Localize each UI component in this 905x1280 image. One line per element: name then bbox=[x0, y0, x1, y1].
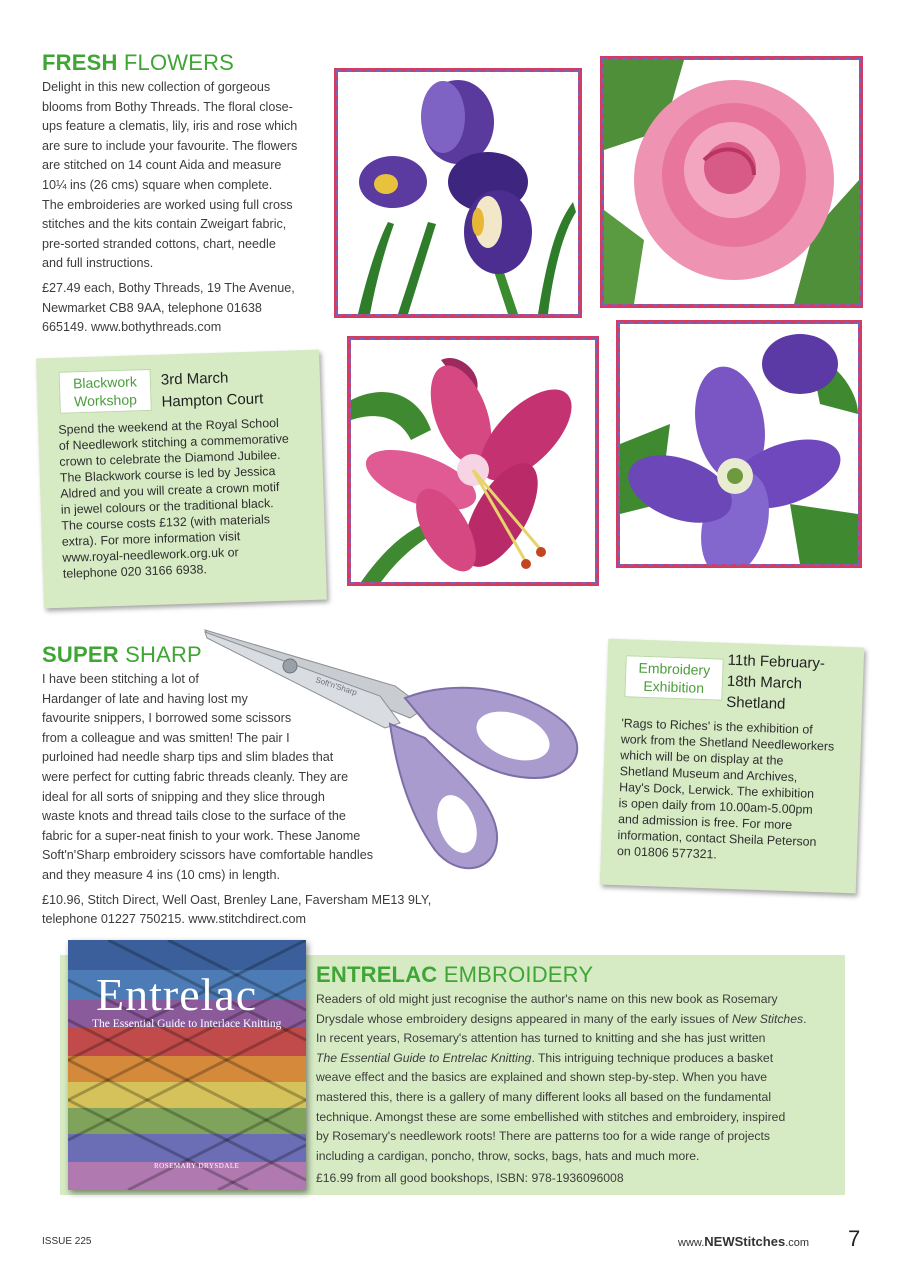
event-description bbox=[58, 414, 318, 582]
price-line: £16.99 from all good bookshops, ISBN: 978-1936096008 bbox=[316, 1171, 624, 1186]
text-line: mastered this, there is a gallery of many different looks all based on the fundamental bbox=[316, 1089, 772, 1104]
rose-embroidery-image bbox=[600, 56, 863, 308]
text-line: ups feature a clematis, lily, iris and rose which bbox=[42, 119, 298, 134]
magazine-name: New Stitches bbox=[731, 1011, 804, 1026]
text-line: stitches and the kits contain Zweigart fabric, bbox=[42, 217, 287, 232]
text-line: I have been stitching a lot of bbox=[42, 672, 199, 686]
event-description bbox=[617, 715, 858, 867]
text-line: by Rosemary's needlework roots! There are patterns too for a wide range of projects bbox=[316, 1129, 770, 1144]
text-line: crown to celebrate the Diamond Jubilee. bbox=[59, 447, 281, 469]
text-line: and full instructions. bbox=[42, 256, 154, 271]
text-line: were perfect for cutting fabric threads cleanly. They are bbox=[42, 769, 349, 784]
website-url bbox=[678, 1234, 809, 1249]
clematis-illustration bbox=[620, 324, 858, 564]
fresh-flowers-heading bbox=[42, 50, 234, 76]
price-line: Newmarket CB8 9AA, telephone 01638 bbox=[42, 300, 262, 315]
heading-light: SHARP bbox=[125, 642, 202, 667]
text-line: Hardanger of late and having lost my bbox=[42, 691, 248, 706]
event-date: 3rd March bbox=[160, 369, 229, 389]
text-line: In recent years, Rosemary's attention has turned to knitting and she has just written bbox=[316, 1031, 766, 1046]
price-line: 665149. www.bothythreads.com bbox=[42, 320, 222, 335]
text-line: The Blackwork course is led by Jessica bbox=[59, 464, 276, 485]
text-line: work from the Shetland Needleworkers bbox=[620, 732, 835, 754]
page-number: 7 bbox=[848, 1226, 861, 1251]
entrelac-book-cover bbox=[68, 940, 306, 1190]
super-sharp-heading bbox=[42, 642, 202, 668]
text-line: which will be on display at the bbox=[620, 748, 784, 768]
event-tag bbox=[624, 655, 723, 700]
text-line: Soft'n'Sharp embroidery scissors have comfortable handles bbox=[42, 848, 374, 863]
heading-bold: SUPER bbox=[42, 642, 119, 667]
text-line: and admission is free. For more bbox=[617, 812, 793, 833]
text-line: favourite snippers, I borrowed some scissors bbox=[42, 711, 292, 726]
text-line: of Needlework stitching a commemorative bbox=[58, 431, 290, 453]
url-suffix: .com bbox=[785, 1237, 810, 1249]
event-venue: Shetland bbox=[725, 693, 786, 713]
event-tag bbox=[59, 369, 152, 414]
text-line: pre-sorted stranded cottons, chart, needle bbox=[42, 236, 276, 251]
scissors-brand-text: Soft'n'Sharp bbox=[314, 675, 359, 698]
text-line: fabric for a super-neat finish to your work. These Janome bbox=[42, 828, 361, 843]
price-line: £10.96, Stitch Direct, Well Oast, Brenley Lane, Faversham ME13 9LY, bbox=[42, 892, 432, 907]
tag-line: Workshop bbox=[73, 391, 138, 410]
entrelac-heading bbox=[316, 962, 593, 988]
tag-line: Blackwork bbox=[72, 373, 138, 392]
text-line: in jewel colours or the traditional black. bbox=[60, 496, 274, 517]
heading-bold: ENTRELAC bbox=[316, 962, 438, 987]
price-line: telephone 01227 750215. www.stitchdirect.com bbox=[42, 912, 306, 927]
text-line: Hay's Dock, Lerwick. The exhibition bbox=[618, 780, 815, 801]
book-name: The Essential Guide to Entrelac Knitting bbox=[316, 1050, 532, 1065]
embroidery-exhibition-box bbox=[600, 639, 864, 894]
text-line: technique. Amongst these are some embellished with stitches and embroidery, inspired bbox=[316, 1109, 786, 1124]
text-line: blooms from Bothy Threads. The floral close- bbox=[42, 99, 293, 114]
text-line: from a colleague and was smitten! The pair I bbox=[42, 730, 290, 745]
rose-illustration bbox=[604, 60, 859, 304]
url-prefix: www. bbox=[678, 1237, 705, 1249]
text-line: waste knots and thread tails close to the surface of the bbox=[42, 809, 346, 824]
text-line: Delight in this new collection of gorgeous bbox=[42, 80, 271, 94]
issue-number: ISSUE 225 bbox=[42, 1236, 92, 1247]
text-line: Spend the weekend at the Royal School bbox=[58, 415, 279, 437]
tag-line: Exhibition bbox=[643, 677, 705, 696]
entrelac-text bbox=[316, 990, 841, 1189]
iris-embroidery-image bbox=[334, 68, 582, 318]
text-line: and they measure 4 ins (10 cms) in length. bbox=[42, 867, 281, 882]
text-line: Shetland Museum and Archives, bbox=[619, 764, 798, 785]
price-line: £27.49 each, Bothy Threads, 19 The Avenue, bbox=[42, 280, 295, 295]
heading-light: EMBROIDERY bbox=[443, 962, 594, 987]
lily-illustration bbox=[351, 340, 595, 582]
text-line: ideal for all sorts of snipping and they slice through bbox=[42, 789, 325, 804]
clematis-embroidery-image bbox=[616, 320, 862, 568]
text-line: is open daily from 10.00am-5.00pm bbox=[618, 796, 813, 817]
blackwork-workshop-box bbox=[36, 350, 327, 609]
text-line: 'Rags to Riches' is the exhibition of bbox=[621, 716, 813, 737]
text-line: telephone 020 3166 6938. bbox=[62, 562, 208, 581]
event-date: 18th March bbox=[726, 672, 803, 693]
tag-line: Embroidery bbox=[638, 659, 711, 679]
book-subtitle: The Essential Guide to Interlace Knitting bbox=[92, 1018, 282, 1030]
heading-bold: FRESH bbox=[42, 50, 118, 75]
text-line bbox=[316, 1010, 841, 1030]
text-line: are sure to include your favourite. The flowers bbox=[42, 138, 298, 153]
fresh-flowers-text bbox=[42, 78, 332, 338]
text-line: information, contact Sheila Peterson bbox=[617, 828, 817, 849]
text-line: weave effect and the basics are explained and shown step-by-step. When you have bbox=[316, 1070, 767, 1085]
text-line: The course costs £132 (with materials bbox=[61, 512, 271, 533]
text-line: are stitched on 14 count Aida and measure bbox=[42, 158, 282, 173]
text-line: extra). For more information visit bbox=[61, 529, 241, 549]
book-author: ROSEMARY DRYSDALE bbox=[154, 1162, 240, 1170]
scissors-illustration bbox=[195, 628, 585, 878]
text-line: purloined had needle sharp tips and slim blades that bbox=[42, 750, 334, 765]
text-line bbox=[316, 1049, 841, 1069]
url-brand: NEWStitches bbox=[704, 1234, 786, 1249]
event-date: 11th February- bbox=[727, 651, 826, 673]
text-line: Readers of old might just recognise the author's name on this new book as Rosemary bbox=[316, 992, 778, 1006]
text-line: The embroideries are worked using full cross bbox=[42, 197, 293, 212]
text-line: on 01806 577321. bbox=[616, 844, 718, 862]
lily-embroidery-image bbox=[347, 336, 599, 586]
line-part: . bbox=[803, 1011, 807, 1026]
text-line: Aldred and you will create a crown motif bbox=[60, 479, 280, 501]
line-part: Drysdale whose embroidery designs appeared in many of the early issues of bbox=[316, 1011, 732, 1026]
heading-light: FLOWERS bbox=[123, 50, 235, 75]
text-line: 10¼ ins (26 cms) square when complete. bbox=[42, 177, 273, 192]
scissors-image bbox=[195, 628, 585, 878]
event-venue: Hampton Court bbox=[161, 390, 264, 411]
book-title: Entrelac bbox=[96, 969, 258, 1020]
iris-illustration bbox=[338, 72, 578, 314]
line-part: . This intriguing technique produces a basket bbox=[531, 1050, 774, 1065]
text-line: including a cardigan, poncho, throw, socks, bags, hats and much more. bbox=[316, 1148, 700, 1163]
text-line: www.royal-needlework.org.uk or bbox=[62, 545, 239, 565]
